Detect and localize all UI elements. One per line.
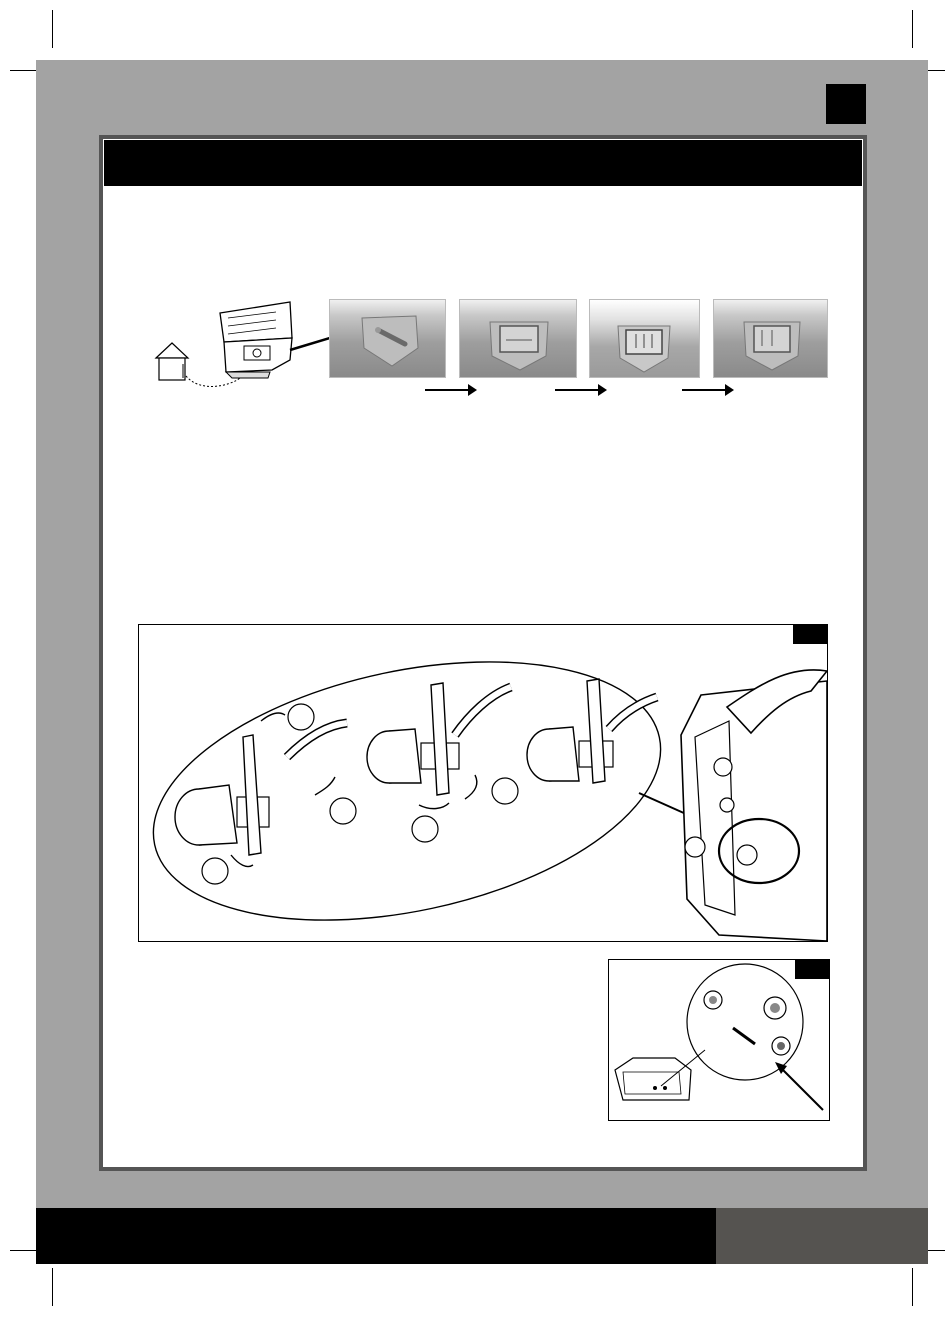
pool-unit-illustration <box>140 298 330 394</box>
crop-mark <box>912 1268 913 1306</box>
figure-tag <box>795 960 829 979</box>
header-bar <box>104 140 862 186</box>
footer-bar <box>36 1208 716 1264</box>
photo-valve-cap <box>589 299 700 378</box>
corner-marker <box>826 84 866 124</box>
crop-mark <box>52 1268 53 1306</box>
filter-detail-figure <box>608 959 830 1121</box>
photo-valve-closed <box>713 299 828 378</box>
crop-mark <box>912 10 913 48</box>
photo-valve-open <box>459 299 577 378</box>
footer-page-tab <box>716 1208 928 1264</box>
crop-mark <box>52 10 53 48</box>
hose-connection-figure <box>138 624 828 942</box>
photo-valve-knob <box>329 299 446 378</box>
step-arrow <box>425 389 475 391</box>
step-arrow <box>682 389 732 391</box>
step-arrow <box>555 389 605 391</box>
filter-detail-drawing <box>609 960 829 1120</box>
figure-tag <box>793 625 827 644</box>
hose-connection-drawing <box>139 625 827 941</box>
